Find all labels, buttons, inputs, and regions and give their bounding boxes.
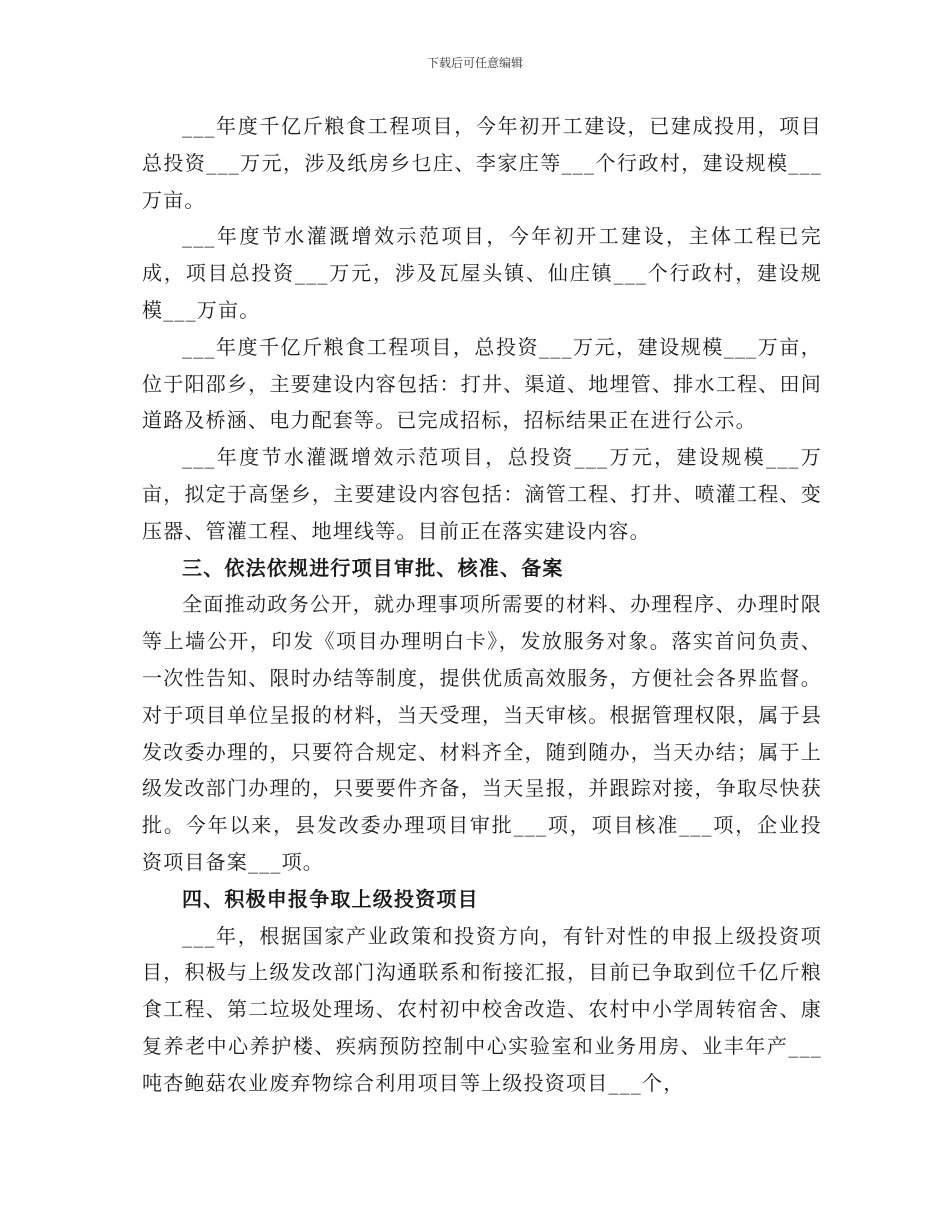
section-heading-approval: 三、依法依规进行项目审批、核准、备案 — [182, 555, 564, 580]
page-header-note: 下载后可任意编辑 — [426, 56, 523, 70]
paragraph-grain-project-completed: ___年度千亿斤粮食工程项目，今年初开工建设，已建成投用，项目总投资___万元，涉及纸房乡乜庄、李家庄等___个行政村，建设规模___万亩。 — [142, 114, 822, 212]
document-body — [142, 108, 822, 1102]
paragraph-investment-projects: ___年，根据国家产业政策和投资方向，有针对性的申报上级投资项目，积极与上级发改部门沟通联系和衔接汇报，目前已争取到位千亿斤粮食工程、第二垃圾处理场、农村初中校舍改造、农村中小学周转宿舍、康复养老中心养护楼、疾病预防控制中心实验室和业务用房、业丰年产___吨杏鲍菇农业废弃物综合利用项目等上级投资项目___个， — [142, 923, 822, 1095]
paragraph-irrigation-project-completed: ___年度节水灌溉增效示范项目，今年初开工建设，主体工程已完成，项目总投资___万元，涉及瓦屋头镇、仙庄镇___个行政村，建设规模___万亩。 — [142, 224, 822, 322]
paragraph-approval-process: 全面推动政务公开，就办理事项所需要的材料、办理程序、办理时限等上墙公开，印发《项目办理明白卡》，发放服务对象。落实首问负责、一次性告知、限时办结等制度，提供优质高效服务，方便社会各界监督。对于项目单位呈报的材料，当天受理，当天审核。根据管理权限，属于县发改委办理的，只要符合规定、材料齐全，随到随办，当天办结；属于上级发改部门办理的，只要要件齐备，当天呈报，并跟踪对接，争取尽快获批。今年以来，县发改委办理项目审批___项，项目核准___项，企业投资项目备案___项。 — [142, 592, 822, 874]
section-heading-investment: 四、积极申报争取上级投资项目 — [182, 886, 479, 911]
paragraph-grain-project-tendering: ___年度千亿斤粮食工程项目，总投资___万元，建设规模___万亩，位于阳邵乡，主要建设内容包括：打井、渠道、地埋管、排水工程、田间道路及桥涵、电力配套等。已完成招标，招标结果正在进行公示。 — [142, 334, 822, 433]
paragraph-irrigation-project-planned: ___年度节水灌溉增效示范项目，总投资___万元，建设规模___万亩，拟定于高堡乡，主要建设内容包括：滴管工程、打井、喷灌工程、变压器、管灌工程、地埋线等。目前正在落实建设内容。 — [142, 445, 822, 543]
